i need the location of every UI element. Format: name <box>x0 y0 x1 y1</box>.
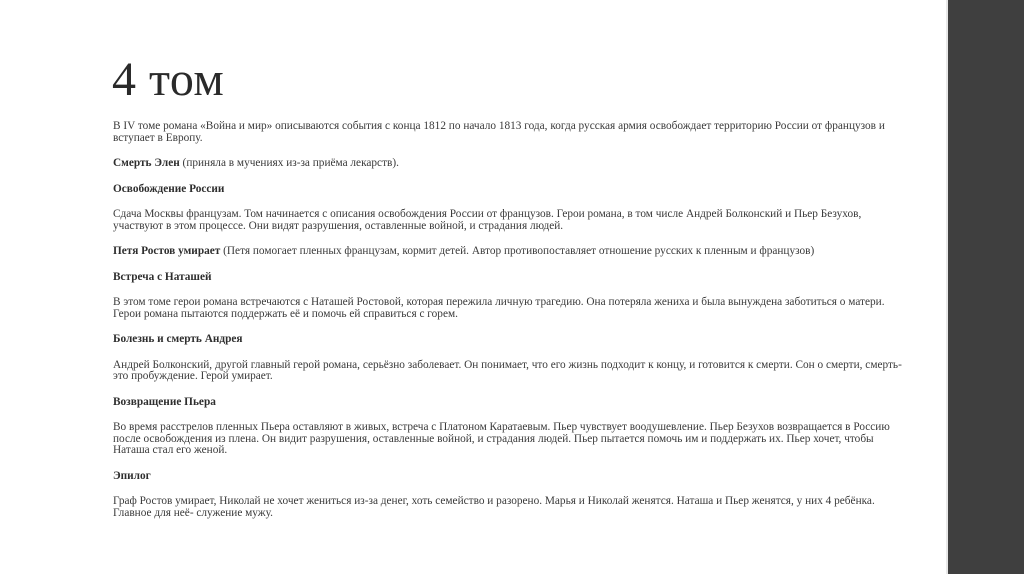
natasha-paragraph: В этом томе герои романа встречаются с Наташей Ростовой, которая пережила личную трагедию. Она потеряла жениха и была вынуждена заботиться о матери. Герои романа пытаются поддержать её и помочь ей справиться с горем. <box>113 296 885 320</box>
epilogue-paragraph: Граф Ростов умирает, Николай не хочет жениться из-за денег, хоть семейство и разорено. Марья и Николай женятся. Наташа и Пьер женятся, у них 4 ребёнка. Главное для неё- служение мужу. <box>113 495 875 519</box>
liberation-heading: Освобождение России <box>113 182 225 195</box>
helen-paragraph <box>113 158 913 170</box>
intro-paragraph: В IV томе романа «Война и мир» описываются события с конца 1812 по начало 1813 года, когда русская армия освобождает территорию России от французов и вступает в Европу. <box>113 120 885 144</box>
slide-body <box>113 121 913 519</box>
liberation-paragraph: Сдача Москвы французам. Том начинается с описания освобождения России от французов. Герои романа, в том числе Андрей Болконский и Пьер Безухов, участвуют в этом процессе. Они видят разрушения, оставленные войной, и страдания людей. <box>113 208 862 232</box>
andrey-paragraph: Андрей Болконский, другой главный герой романа, серьёзно заболевает. Он понимает, что его жизнь подходит к концу, и готовится к смерти. Сон о смерти, смерть-это пробуждение. Герой умирает. <box>113 358 902 382</box>
andrey-heading: Болезнь и смерть Андрея <box>113 333 243 345</box>
helen-heading: Смерть Элен <box>113 157 180 169</box>
petya-text: (Петя помогает пленных французам, кормит детей. Автор противопоставляет отношение русских к пленным и французов) <box>220 245 815 257</box>
epilogue-heading: Эпилог <box>113 469 151 482</box>
petya-heading: Петя Ростов умирает <box>113 245 221 257</box>
petya-paragraph <box>113 246 913 258</box>
slide-title: 4 том <box>112 53 225 106</box>
right-sidebar-panel <box>948 0 1024 574</box>
natasha-heading: Встреча с Наташей <box>113 270 212 283</box>
pierre-heading: Возвращение Пьера <box>113 395 216 408</box>
helen-text: (приняла в мучениях из-за приёма лекарств). <box>179 157 399 169</box>
pierre-paragraph: Во время расстрелов пленных Пьера оставляют в живых, встреча с Платоном Каратаевым. Пьер чувствует воодушевление. Пьер Безухов возвращается в Россию после освобождения из плена. Он видит разрушения, оставленные войной, и страдания людей. Пьер пытается помочь им и поддержать их. Пьер хочет, чтобы Наташа стал его женой. <box>113 421 890 456</box>
